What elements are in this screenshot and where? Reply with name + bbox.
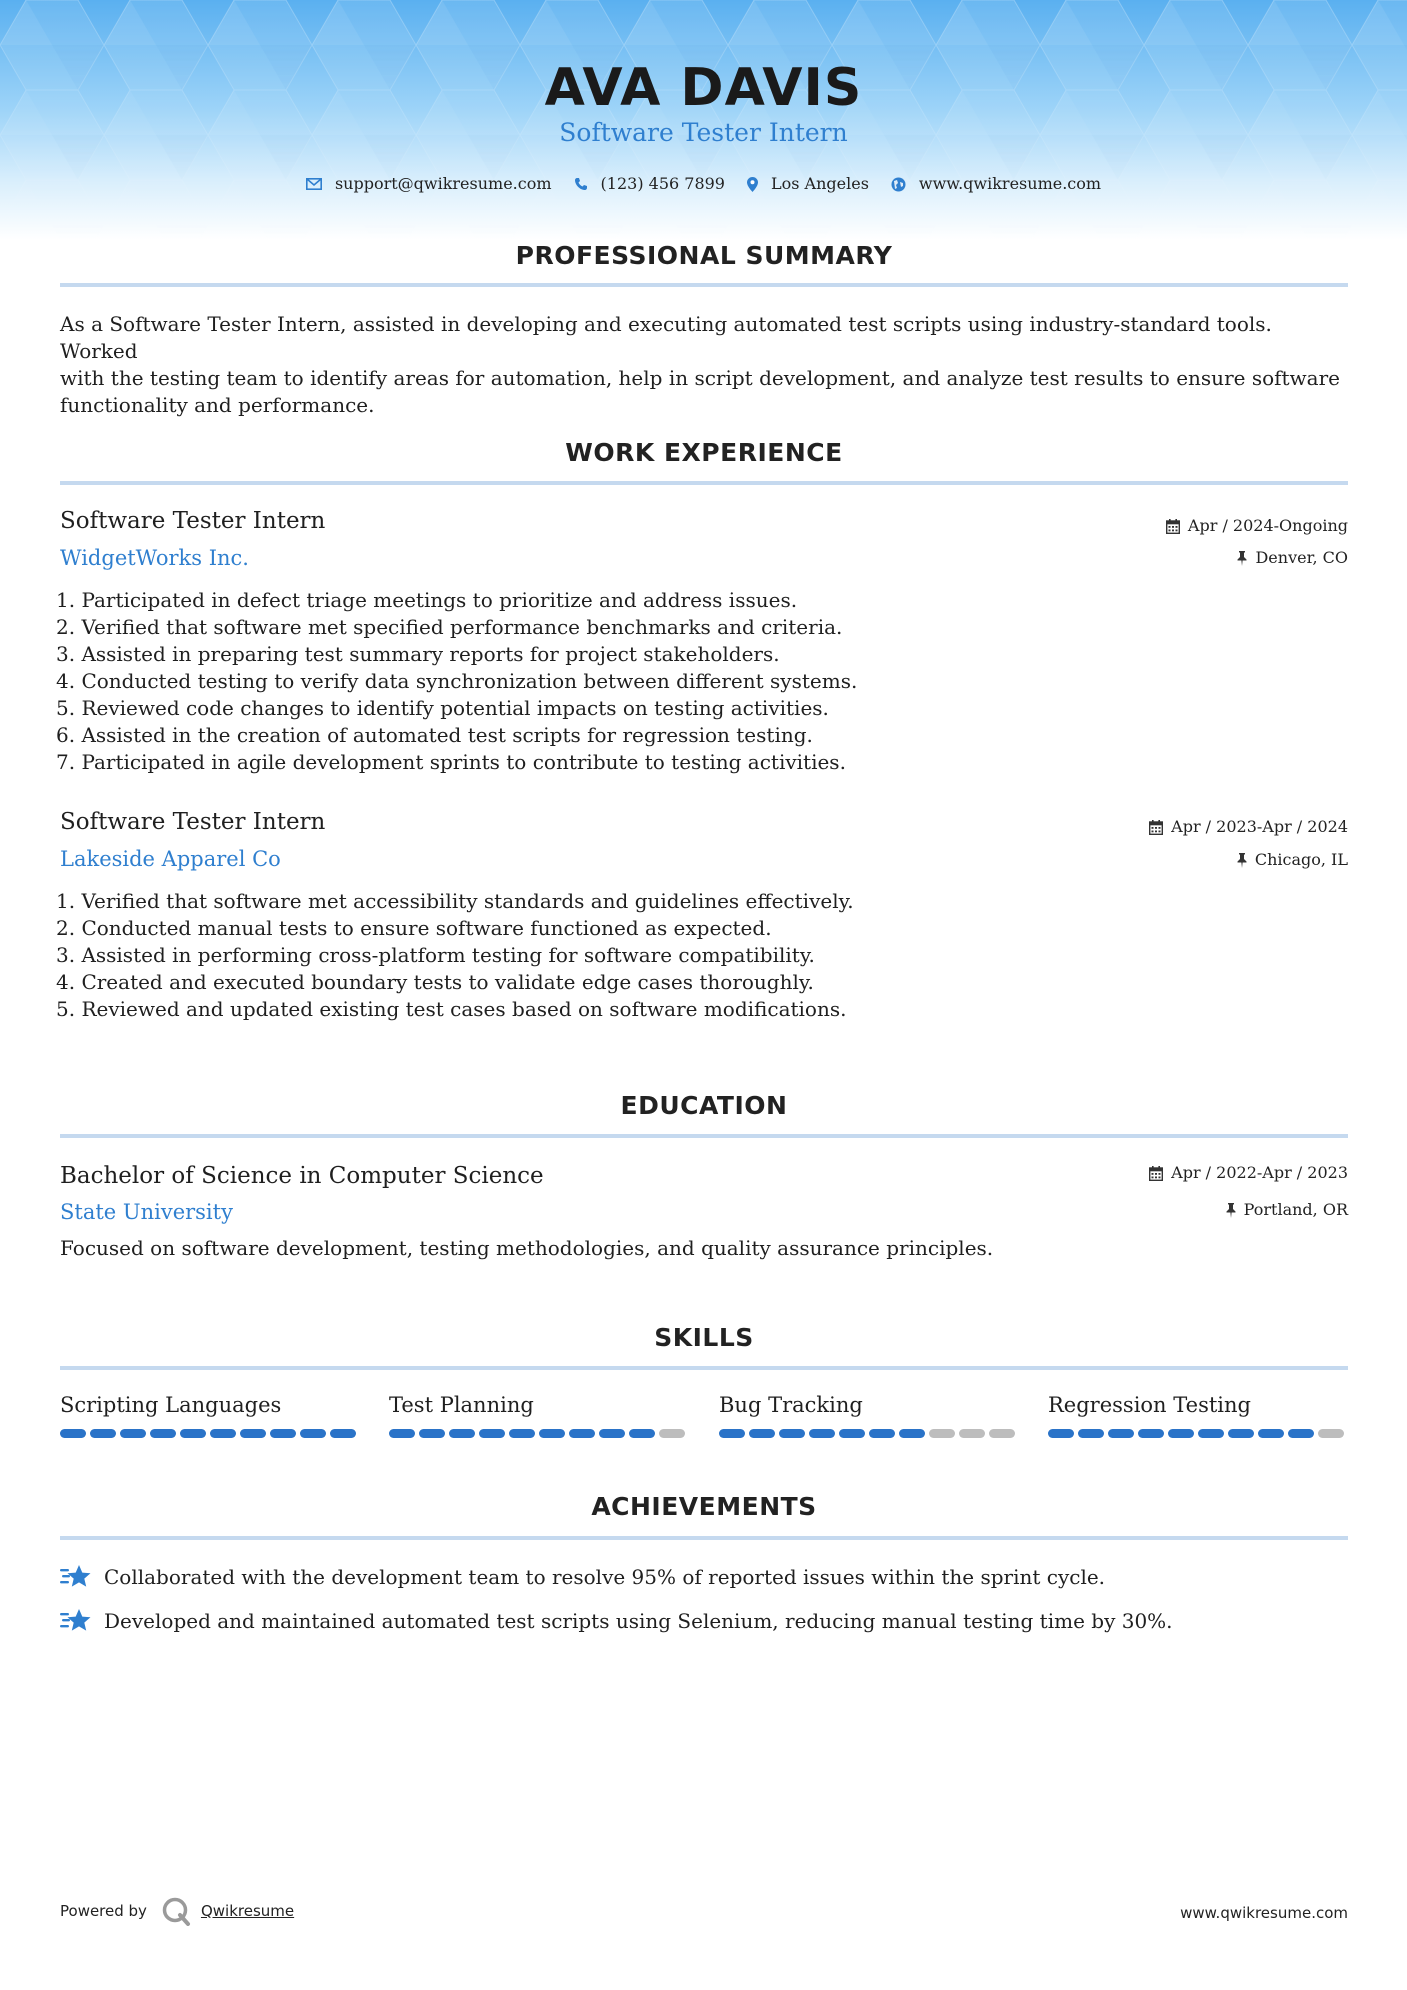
skill-segment-filled: [60, 1429, 86, 1438]
skill-segment-filled: [150, 1429, 176, 1438]
calendar-icon: [1149, 1166, 1163, 1181]
summary-line: functionality and performance.: [60, 393, 375, 417]
section-divider: [60, 283, 1348, 287]
section-title-skills: SKILLS: [654, 1323, 754, 1352]
phone-icon: [574, 177, 588, 191]
skill-name: Bug Tracking: [719, 1393, 863, 1417]
skill-name: Test Planning: [389, 1393, 534, 1417]
degree-title: Bachelor of Science in Computer Science: [60, 1163, 544, 1189]
brand-link[interactable]: Qwikresume: [200, 1902, 295, 1920]
skill-item: [719, 1391, 1019, 1438]
contact-email[interactable]: [306, 172, 552, 196]
list-item: 4. Conducted testing to verify data synchronization between different systems.: [56, 669, 858, 693]
skill-segment-filled: [749, 1429, 775, 1438]
skill-item: [389, 1391, 689, 1438]
location-text: Los Angeles: [770, 174, 869, 193]
skill-level-bar: [389, 1429, 689, 1438]
list-item: 5. Reviewed code changes to identify potential impacts on testing activities.: [56, 696, 829, 720]
list-item: 7. Participated in agile development sprints to contribute to testing activities.: [56, 750, 846, 774]
skill-segment-filled: [839, 1429, 865, 1438]
skill-level-bar: [60, 1429, 360, 1438]
skill-name: Scripting Languages: [60, 1393, 282, 1417]
job-location: [1237, 848, 1348, 872]
skill-item: [1048, 1391, 1348, 1438]
pushpin-icon: [1237, 551, 1247, 566]
list-item: 6. Assisted in the creation of automated test scripts for regression testing.: [56, 723, 813, 747]
list-item: 3. Assisted in preparing test summary reports for project stakeholders.: [56, 642, 780, 666]
qwikresume-logo-icon: [161, 1896, 191, 1926]
skill-segment-empty: [989, 1429, 1015, 1438]
skill-segment-filled: [899, 1429, 925, 1438]
star-achievement-icon: [60, 1608, 92, 1634]
powered-by-label: Powered by: [60, 1902, 147, 1920]
skill-segment-filled: [1288, 1429, 1314, 1438]
list-item: 2. Verified that software met specified performance benchmarks and criteria.: [56, 615, 843, 639]
section-divider: [60, 481, 1348, 485]
skill-segment-filled: [389, 1429, 415, 1438]
education-description: Focused on software development, testing methodologies, and quality assurance principles.: [60, 1236, 994, 1260]
job-title: Software Tester Intern: [60, 809, 326, 835]
pushpin-icon: [1237, 853, 1247, 868]
skill-segment-filled: [1228, 1429, 1254, 1438]
footer-website[interactable]: www.qwikresume.com: [1180, 1904, 1348, 1922]
dates-text: Apr / 2024-Ongoing: [1187, 516, 1348, 535]
pushpin-icon: [1226, 1203, 1236, 1218]
skill-segment-filled: [569, 1429, 595, 1438]
section-divider: [60, 1366, 1348, 1370]
skill-segment-empty: [1318, 1429, 1344, 1438]
envelope-icon: [306, 178, 322, 190]
candidate-role: Software Tester Intern: [559, 118, 848, 147]
footer-powered-by: [60, 1896, 294, 1926]
skill-segment-filled: [869, 1429, 895, 1438]
list-item: 3. Assisted in performing cross-platform testing for software compatibility.: [56, 943, 815, 967]
skill-level-bar: [719, 1429, 1019, 1438]
skill-segment-filled: [1168, 1429, 1194, 1438]
list-item: 4. Created and executed boundary tests to validate edge cases thoroughly.: [56, 970, 814, 994]
section-title-education: EDUCATION: [620, 1091, 788, 1120]
achievement-text: Collaborated with the development team to resolve 95% of reported issues within the sprint cycle.: [104, 1565, 1106, 1589]
summary-text: [60, 311, 1348, 419]
candidate-name: AVA DAVIS: [544, 58, 863, 118]
list-item: 5. Reviewed and updated existing test cases based on software modifications.: [56, 997, 847, 1021]
skill-segment-filled: [779, 1429, 805, 1438]
skill-segment-filled: [180, 1429, 206, 1438]
summary-line: As a Software Tester Intern, assisted in developing and executing automated test scripts using industry-standard tools. Worked: [60, 312, 1272, 363]
skill-level-bar: [1048, 1429, 1348, 1438]
skill-segment-filled: [120, 1429, 146, 1438]
skill-segment-empty: [659, 1429, 685, 1438]
skill-segment-filled: [479, 1429, 505, 1438]
skill-segment-filled: [240, 1429, 266, 1438]
skill-segment-filled: [1258, 1429, 1284, 1438]
dates-text: Apr / 2023-Apr / 2024: [1171, 817, 1348, 836]
skill-segment-filled: [1108, 1429, 1134, 1438]
globe-icon: [891, 177, 906, 192]
contact-bar: [0, 172, 1407, 196]
school-name: State University: [60, 1200, 233, 1224]
company-name: Lakeside Apparel Co: [60, 847, 281, 871]
skill-segment-empty: [929, 1429, 955, 1438]
skill-segment-filled: [509, 1429, 535, 1438]
star-achievement-icon: [60, 1564, 92, 1590]
achievement-item: [60, 1563, 1105, 1591]
job-bullets: [56, 587, 1346, 776]
phone-text: (123) 456 7899: [600, 174, 725, 193]
calendar-icon: [1149, 820, 1163, 835]
education-location: [1226, 1198, 1348, 1222]
skill-segment-filled: [1138, 1429, 1164, 1438]
skill-segment-filled: [599, 1429, 625, 1438]
education-dates: [1149, 1161, 1348, 1185]
job-location: [1237, 546, 1348, 570]
achievement-text: Developed and maintained automated test scripts using Selenium, reducing manual testing time by 30%.: [104, 1609, 1173, 1633]
skill-segment-filled: [90, 1429, 116, 1438]
section-divider: [60, 1134, 1348, 1138]
contact-phone[interactable]: [574, 172, 725, 196]
map-pin-icon: [747, 177, 758, 192]
skill-segment-filled: [719, 1429, 745, 1438]
job-dates: [1149, 815, 1348, 839]
website-text: www.qwikresume.com: [918, 174, 1102, 193]
list-item: 1. Verified that software met accessibility standards and guidelines effectively.: [56, 889, 854, 913]
location-text: Portland, OR: [1243, 1200, 1348, 1219]
achievement-item: [60, 1607, 1173, 1635]
skill-item: [60, 1391, 360, 1438]
section-title-achievements: ACHIEVEMENTS: [591, 1492, 817, 1521]
location-text: Denver, CO: [1255, 548, 1348, 567]
job-bullets: [56, 888, 1346, 1023]
location-text: Chicago, IL: [1254, 850, 1348, 869]
skill-segment-empty: [959, 1429, 985, 1438]
job-title: Software Tester Intern: [60, 508, 326, 534]
summary-line: with the testing team to identify areas for automation, help in script development, and analyze test results to ensure software: [60, 366, 1340, 390]
list-item: 2. Conducted manual tests to ensure software functioned as expected.: [56, 916, 772, 940]
contact-website[interactable]: [891, 172, 1101, 196]
skill-segment-filled: [1078, 1429, 1104, 1438]
skill-name: Regression Testing: [1048, 1393, 1251, 1417]
skill-segment-filled: [300, 1429, 326, 1438]
skill-segment-filled: [1048, 1429, 1074, 1438]
skill-segment-filled: [419, 1429, 445, 1438]
skill-segment-filled: [1198, 1429, 1224, 1438]
skill-segment-filled: [210, 1429, 236, 1438]
skill-segment-filled: [449, 1429, 475, 1438]
section-divider: [60, 1536, 1348, 1540]
skill-segment-filled: [330, 1429, 356, 1438]
contact-location: [747, 172, 869, 196]
dates-text: Apr / 2022-Apr / 2023: [1171, 1163, 1348, 1182]
job-dates: [1166, 514, 1348, 538]
skill-segment-filled: [629, 1429, 655, 1438]
section-title-experience: WORK EXPERIENCE: [565, 438, 843, 467]
skill-segment-filled: [270, 1429, 296, 1438]
email-text: support@qwikresume.com: [334, 174, 552, 193]
section-title-summary: PROFESSIONAL SUMMARY: [515, 241, 893, 270]
company-name: WidgetWorks Inc.: [60, 546, 249, 570]
list-item: 1. Participated in defect triage meetings to prioritize and address issues.: [56, 588, 798, 612]
skill-segment-filled: [539, 1429, 565, 1438]
calendar-icon: [1166, 519, 1180, 534]
skill-segment-filled: [809, 1429, 835, 1438]
